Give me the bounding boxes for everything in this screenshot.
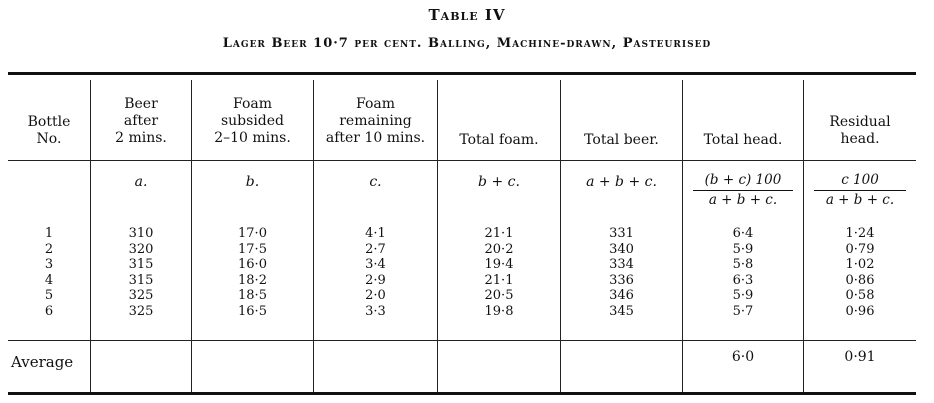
table-cell: 325 xyxy=(128,303,154,319)
table-title: Table IV xyxy=(428,6,506,24)
column-foam-subsided xyxy=(192,226,313,319)
table-cell: 0·96 xyxy=(845,303,875,319)
header-total-head: Total head. xyxy=(703,132,783,148)
header-total-foam: Total foam. xyxy=(459,132,539,148)
table-cell: 0·79 xyxy=(845,241,875,257)
table-cell: 4·1 xyxy=(365,226,386,241)
column-residual-head xyxy=(804,226,916,319)
column-total-foam xyxy=(438,226,560,319)
column-bottle-no xyxy=(8,226,90,319)
table-cell: 1·24 xyxy=(845,226,875,241)
table-cell: 345 xyxy=(609,303,634,319)
table-subtitle: Lager Beer 10·7 per cent. Balling, Machine-drawn, Pasteurised xyxy=(222,36,712,51)
table-cell: 346 xyxy=(609,288,634,303)
table-cell: 3·3 xyxy=(365,303,386,319)
table-cell: 16·0 xyxy=(238,257,267,272)
table-cell: 1 xyxy=(44,226,54,241)
table-cell: 334 xyxy=(609,257,634,272)
table-cell: 5·7 xyxy=(732,303,754,319)
table-cell: 5 xyxy=(44,288,54,303)
table-cell: 5·9 xyxy=(732,288,754,303)
table-cell: 21·1 xyxy=(484,226,514,241)
table-cell: 17·0 xyxy=(238,226,267,241)
header-foam-subsided: Foam subsided 2–10 mins. xyxy=(214,96,291,146)
table-cell: 21·1 xyxy=(484,272,514,288)
table-cell: 325 xyxy=(128,288,154,303)
letter-b: b. xyxy=(245,174,260,190)
header-foam-remaining: Foam remaining after 10 mins. xyxy=(325,96,426,146)
table-cell: 340 xyxy=(609,241,634,257)
top-rule xyxy=(8,72,916,75)
table-cell: 20·2 xyxy=(484,241,514,257)
header-residual-head: Residual head. xyxy=(829,114,891,147)
formula-total-head: (b + c) 100 a + b + c. xyxy=(683,172,803,209)
table-cell: 2·9 xyxy=(365,272,386,288)
letter-a: a. xyxy=(134,174,148,190)
table-cell: 17·5 xyxy=(238,241,267,257)
table-cell: 2 xyxy=(44,241,54,257)
table-cell: 331 xyxy=(609,226,634,241)
table-cell: 315 xyxy=(128,272,154,288)
table-cell: 18·2 xyxy=(238,272,267,288)
table-cell: 2·7 xyxy=(365,241,386,257)
column-foam-remaining xyxy=(314,226,437,319)
table-cell: 310 xyxy=(128,226,154,241)
table-cell: 3·4 xyxy=(365,257,386,272)
table-cell: 6·3 xyxy=(732,272,754,288)
column-total-head xyxy=(683,226,803,319)
table-cell: 0·58 xyxy=(845,288,875,303)
table-cell: 3 xyxy=(44,257,54,272)
formula-a-plus-b-plus-c: a + b + c. xyxy=(586,174,657,190)
table-cell: 5·8 xyxy=(732,257,754,272)
average-divider xyxy=(8,340,916,341)
header-bottle-no: Bottle No. xyxy=(27,114,71,147)
bottom-rule xyxy=(8,392,916,395)
table-cell: 16·5 xyxy=(238,303,267,319)
average-total-head: 6·0 xyxy=(731,349,755,365)
table-cell: 5·9 xyxy=(732,241,754,257)
table-cell: 315 xyxy=(128,257,154,272)
table-cell: 6 xyxy=(44,303,54,319)
column-total-beer xyxy=(561,226,682,319)
average-residual-head: 0·91 xyxy=(844,349,876,365)
table-cell: 320 xyxy=(128,241,154,257)
table-cell: 19·8 xyxy=(484,303,514,319)
header-divider xyxy=(8,160,916,161)
table-cell: 1·02 xyxy=(845,257,875,272)
letter-c: c. xyxy=(369,174,382,190)
column-beer-after xyxy=(91,226,191,319)
table-cell: 2·0 xyxy=(365,288,386,303)
average-label: Average xyxy=(11,353,74,371)
table-cell: 4 xyxy=(44,272,54,288)
formula-residual-head: c 100 a + b + c. xyxy=(804,172,916,209)
table-cell: 0·86 xyxy=(845,272,875,288)
table-cell: 20·5 xyxy=(484,288,514,303)
table-cell: 18·5 xyxy=(238,288,267,303)
header-total-beer: Total beer. xyxy=(584,132,659,148)
table-cell: 336 xyxy=(609,272,634,288)
table-cell: 6·4 xyxy=(732,226,754,241)
formula-b-plus-c: b + c. xyxy=(478,174,520,190)
table-cell: 19·4 xyxy=(484,257,514,272)
header-beer-after: Beer after 2 mins. xyxy=(115,96,167,146)
